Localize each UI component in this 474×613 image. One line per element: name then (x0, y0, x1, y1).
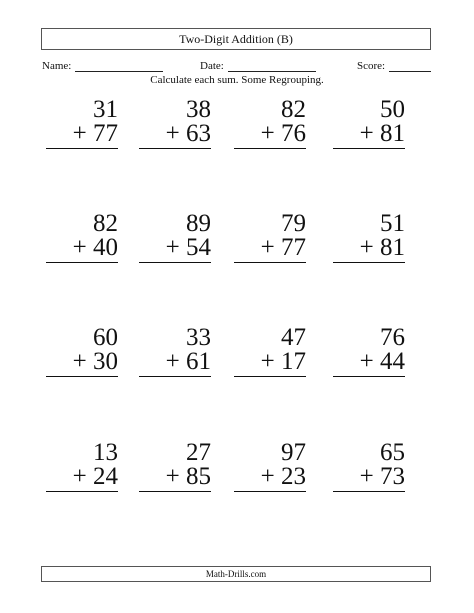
addition-problem (234, 98, 306, 149)
addend-bottom: + 23 (260, 463, 306, 490)
answer-line (234, 491, 306, 492)
addend-top: 60 (93, 324, 118, 351)
addend-top: 79 (281, 210, 306, 237)
addition-problem (333, 441, 405, 492)
addend-top: 65 (380, 439, 405, 466)
addition-problem (46, 98, 118, 149)
addend-bottom: + 85 (165, 463, 211, 490)
addend-top: 97 (281, 439, 306, 466)
addend-top: 50 (380, 96, 405, 123)
name-label: Name: (42, 60, 72, 72)
addition-problem (333, 326, 405, 377)
addition-problem (46, 326, 118, 377)
addition-problem (46, 212, 118, 263)
addition-problem (234, 212, 306, 263)
addend-top: 38 (186, 96, 211, 123)
addend-bottom: + 40 (72, 234, 118, 261)
answer-line (333, 491, 405, 492)
answer-line (46, 376, 118, 377)
addend-bottom: + 77 (72, 120, 118, 147)
addend-bottom: + 61 (165, 348, 211, 375)
answer-line (333, 262, 405, 263)
score-label: Score: (357, 60, 386, 72)
addend-bottom: + 17 (260, 348, 306, 375)
answer-line (139, 376, 211, 377)
addend-bottom: + 81 (359, 234, 405, 261)
addend-top: 31 (93, 96, 118, 123)
answer-line (46, 491, 118, 492)
addition-problem (333, 98, 405, 149)
addend-bottom: + 81 (359, 120, 405, 147)
addition-problem (46, 441, 118, 492)
addition-problem (234, 441, 306, 492)
date-line (228, 61, 316, 72)
addition-problem (139, 441, 211, 492)
score-field (357, 60, 431, 72)
addition-problem (139, 98, 211, 149)
addition-problem (139, 326, 211, 377)
addend-bottom: + 73 (359, 463, 405, 490)
answer-line (234, 148, 306, 149)
addend-bottom: + 44 (359, 348, 405, 375)
addition-problem (139, 212, 211, 263)
addend-bottom: + 76 (260, 120, 306, 147)
answer-line (333, 376, 405, 377)
answer-line (234, 262, 306, 263)
answer-line (139, 148, 211, 149)
addition-problem (333, 212, 405, 263)
worksheet-title: Two-Digit Addition (B) (41, 28, 431, 50)
answer-line (234, 376, 306, 377)
addend-top: 82 (281, 96, 306, 123)
instructions: Calculate each sum. Some Regrouping. (150, 74, 324, 86)
answer-line (139, 491, 211, 492)
score-line (389, 61, 431, 72)
answer-line (333, 148, 405, 149)
addend-bottom: + 30 (72, 348, 118, 375)
addend-bottom: + 63 (165, 120, 211, 147)
answer-line (46, 262, 118, 263)
answer-line (46, 148, 118, 149)
answer-line (139, 262, 211, 263)
date-label: Date: (200, 60, 224, 72)
addend-top: 13 (93, 439, 118, 466)
addition-problem (234, 326, 306, 377)
addend-top: 33 (186, 324, 211, 351)
addend-bottom: + 54 (165, 234, 211, 261)
name-line (75, 61, 163, 72)
addend-bottom: + 24 (72, 463, 118, 490)
date-field (200, 60, 316, 72)
addend-top: 82 (93, 210, 118, 237)
addend-top: 27 (186, 439, 211, 466)
footer: Math-Drills.com (41, 566, 431, 582)
name-field (42, 60, 163, 72)
addend-top: 76 (380, 324, 405, 351)
addend-top: 51 (380, 210, 405, 237)
addend-bottom: + 77 (260, 234, 306, 261)
addend-top: 89 (186, 210, 211, 237)
addend-top: 47 (281, 324, 306, 351)
